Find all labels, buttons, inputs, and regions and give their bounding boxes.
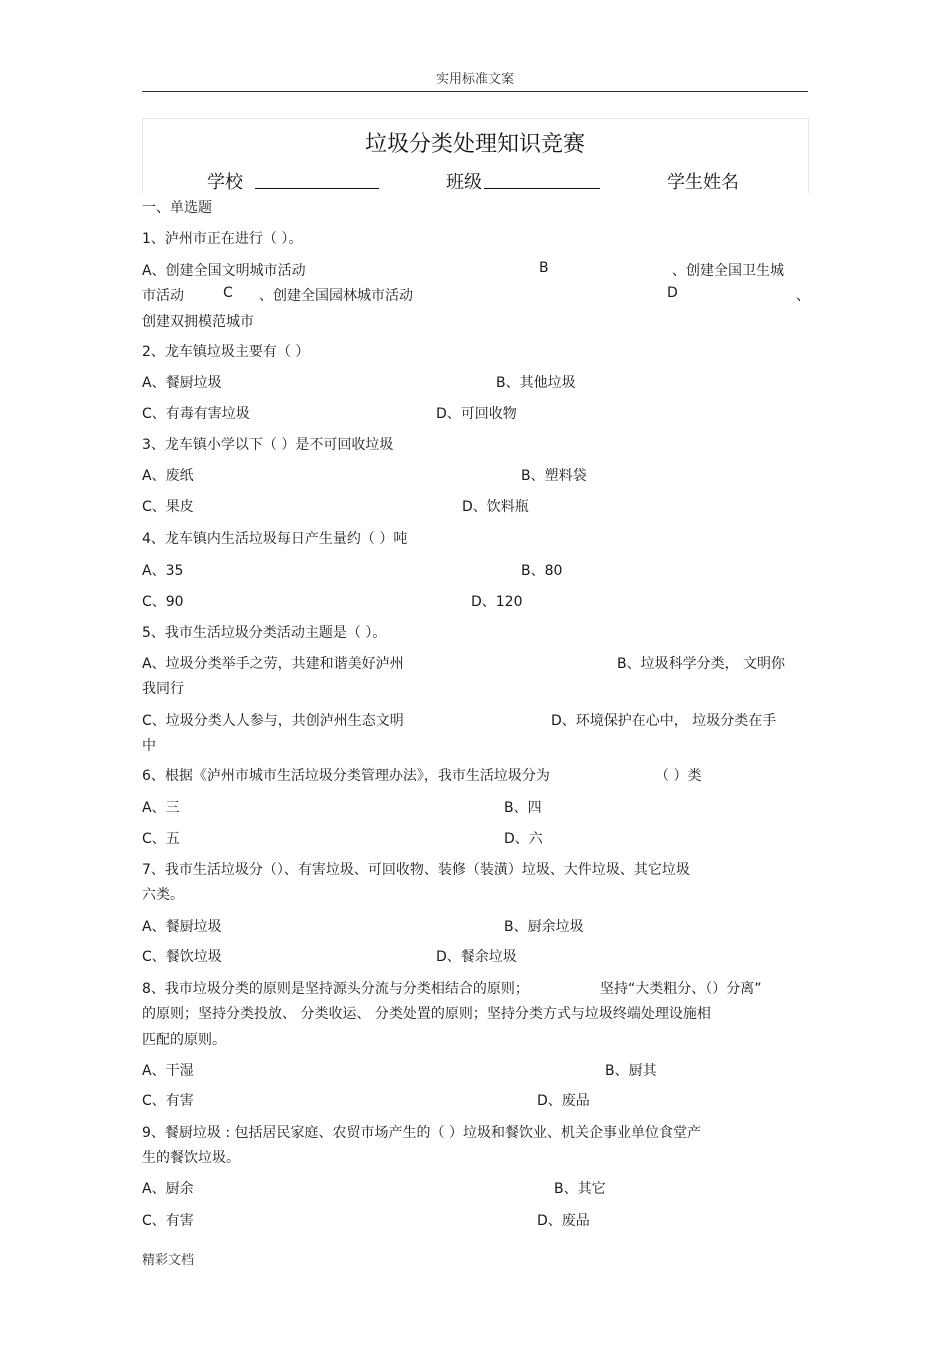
- option-b: B、塑料袋: [521, 468, 587, 484]
- school-label: 学校: [207, 172, 243, 193]
- question-text: 5、我市生活垃圾分类活动主题是（ ）。: [142, 625, 387, 641]
- option-a: A、餐厨垃圾: [142, 919, 222, 935]
- question-text: 6、根据《泸州市城市生活垃圾分类管理办法》，我市生活垃圾分为: [142, 768, 550, 784]
- school-blank: [255, 188, 379, 189]
- option-d: D、废品: [537, 1093, 590, 1109]
- question-text: 坚持“大类粗分、（）分离”: [600, 981, 762, 997]
- question-text: 4、龙车镇内生活垃圾每日产生量约（ ）吨: [142, 531, 408, 547]
- option-d: D、饮料瓶: [462, 499, 529, 515]
- question-continuation: 的原则；坚持分类投放、 分类收运、 分类处置的原则；坚持分类方式与垃圾终端处理设施相: [142, 1006, 711, 1022]
- section-heading: 一、单选题: [142, 200, 212, 216]
- page-header: 实用标准文案: [435, 72, 514, 87]
- question-text: 8、我市垃圾分类的原则是坚持源头分流与分类相结合的原则；: [142, 981, 529, 997]
- question-continuation: 六类。: [142, 887, 184, 903]
- option-a: A、废纸: [142, 468, 194, 484]
- option-b: B、80: [521, 563, 563, 579]
- option-d: D、六: [504, 831, 543, 847]
- option-a: A、餐厨垃圾: [142, 375, 222, 391]
- option-b: B、其它: [554, 1181, 606, 1197]
- option-c: C、有害: [142, 1213, 194, 1229]
- option-c-text: 、创建全国园林城市活动: [259, 288, 413, 304]
- option-a: A、垃圾分类举手之劳，共建和谐美好泸州: [142, 656, 404, 672]
- option-c: C、有害: [142, 1093, 194, 1109]
- option-d: D、120: [471, 594, 523, 610]
- option-d-separator: 、: [796, 288, 810, 304]
- option-b-text: 、创建全国卫生城: [672, 263, 784, 279]
- option-c: C、五: [142, 831, 180, 847]
- option-c: C、有毒有害垃圾: [142, 406, 250, 422]
- option-c-letter: C: [223, 285, 233, 301]
- option-b: B、四: [504, 800, 542, 816]
- option-b: B、其他垃圾: [496, 375, 576, 391]
- page-title: 垃圾分类处理知识竞赛: [364, 132, 585, 157]
- option-d: D、废品: [537, 1213, 590, 1229]
- page-footer: 精彩文档: [142, 1253, 195, 1268]
- option-c: C、垃圾分类人人参与，共创泸州生态文明: [142, 713, 404, 729]
- option-c: C、果皮: [142, 499, 194, 515]
- option-continuation: 创建双拥模范城市: [142, 314, 254, 330]
- option-d: D、可回收物: [436, 406, 517, 422]
- option-b-letter: B: [539, 260, 549, 276]
- question-continuation: 生的餐饮垃圾。: [142, 1150, 240, 1166]
- question-continuation: 匹配的原则。: [142, 1032, 226, 1048]
- option-a: A、创建全国文明城市活动: [142, 263, 306, 279]
- question-blank: （ ）类: [655, 768, 702, 784]
- option-b: B、厨余垃圾: [504, 919, 584, 935]
- option-a: A、35: [142, 563, 184, 579]
- option-c: C、90: [142, 594, 184, 610]
- option-continuation: 市活动: [142, 288, 184, 304]
- option-a: A、干湿: [142, 1063, 194, 1079]
- student-name-label: 学生姓名: [667, 172, 739, 193]
- option-continuation: 中: [142, 738, 156, 754]
- option-c: C、餐饮垃圾: [142, 949, 222, 965]
- option-d-letter: D: [667, 285, 678, 301]
- class-label: 班级: [446, 172, 482, 193]
- question-text: 2、龙车镇垃圾主要有（ ）: [142, 344, 310, 360]
- question-text: 1、泸州市正在进行（ ）。: [142, 231, 303, 247]
- header-divider: [142, 91, 808, 92]
- option-d: D、餐余垃圾: [436, 949, 517, 965]
- option-a: A、三: [142, 800, 180, 816]
- class-blank: [484, 188, 600, 189]
- option-continuation: 我同行: [142, 681, 184, 697]
- question-text: 7、我市生活垃圾分（）、有害垃圾、可回收物、装修（装潢）垃圾、大件垃圾、其它垃圾: [142, 862, 690, 878]
- question-text: 9、餐厨垃圾 : 包括居民家庭、农贸市场产生的（ ）垃圾和餐饮业、机关企事业单位食堂产: [142, 1125, 701, 1141]
- option-b: B、垃圾科学分类， 文明你: [617, 656, 786, 672]
- option-b: B、厨其: [605, 1063, 657, 1079]
- option-a: A、厨余: [142, 1181, 194, 1197]
- question-text: 3、龙车镇小学以下（ ）是不可回收垃圾: [142, 437, 394, 453]
- option-d: D、环境保护在心中， 垃圾分类在手: [551, 713, 777, 729]
